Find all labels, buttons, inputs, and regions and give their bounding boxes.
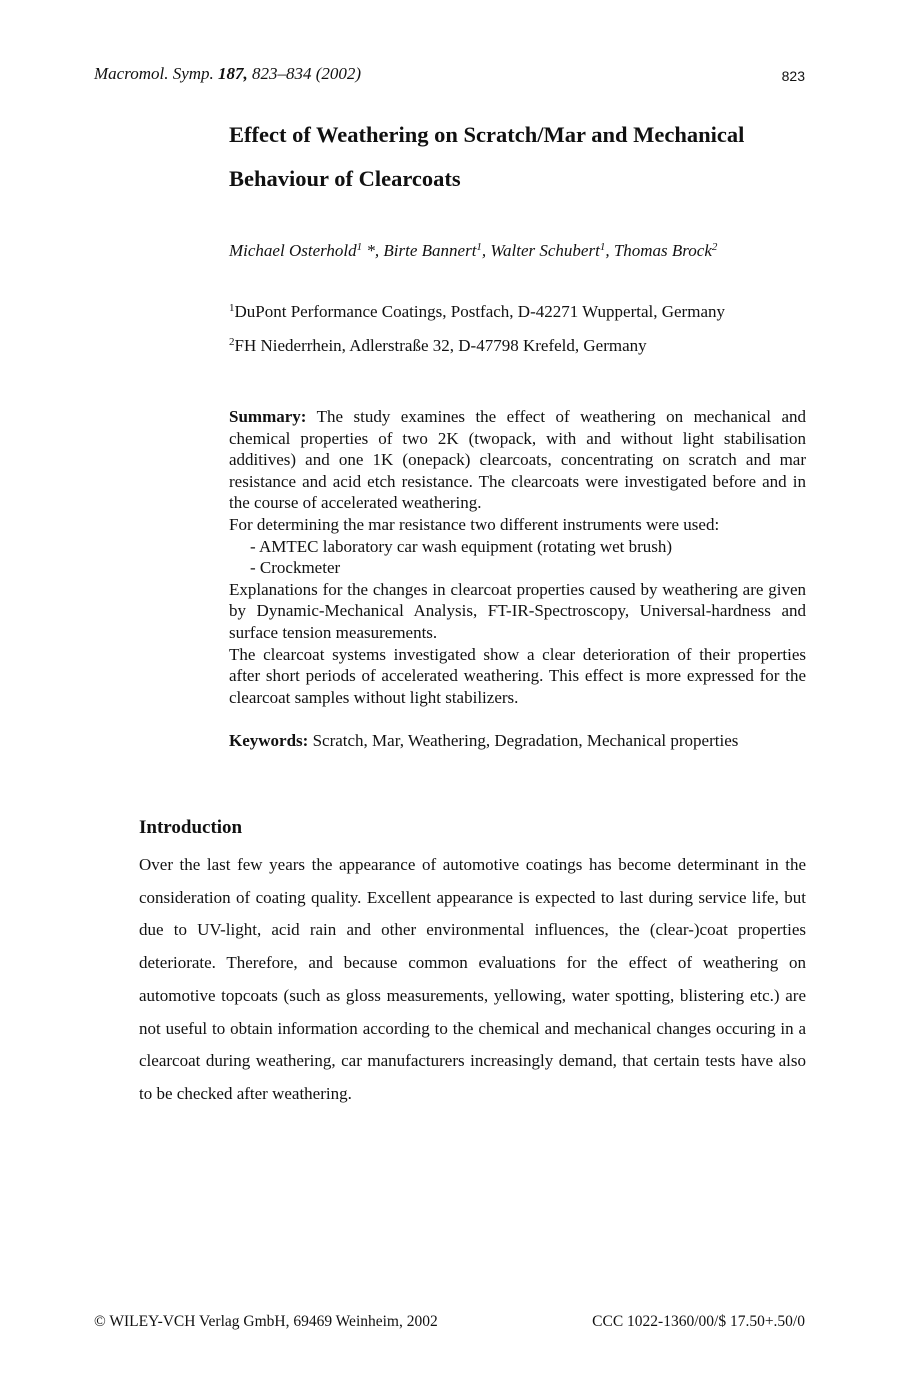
abstract bbox=[229, 406, 806, 708]
journal-volume: 187, bbox=[218, 64, 248, 83]
ccc-code: CCC 1022-1360/00/$ 17.50+.50/0 bbox=[592, 1313, 805, 1330]
author-name: Thomas Brock bbox=[613, 241, 712, 260]
author-affil-mark: 1 bbox=[599, 241, 606, 253]
affiliation-1 bbox=[229, 302, 725, 322]
affiliation-text: FH Niederrhein, Adlerstraße 32, D-47798 Krefeld, Germany bbox=[234, 336, 647, 355]
section-heading-introduction: Introduction bbox=[139, 817, 243, 838]
title-line-2: Behaviour of Clearcoats bbox=[229, 166, 461, 191]
title-line-1: Effect of Weathering on Scratch/Mar and Mechanical bbox=[229, 122, 745, 147]
journal-name: Macromol. Symp. bbox=[94, 64, 214, 83]
author-name: Birte Bannert bbox=[383, 241, 477, 260]
author-separator: , bbox=[481, 241, 491, 260]
summary-label: Summary: bbox=[229, 407, 307, 426]
abstract-list-item: - AMTEC laboratory car wash equipment (rotating wet brush) bbox=[250, 536, 673, 556]
keywords bbox=[229, 731, 738, 751]
affiliation-2 bbox=[229, 336, 647, 356]
copyright-notice: © WILEY-VCH Verlag GmbH, 69469 Weinheim, 2002 bbox=[94, 1313, 438, 1330]
abstract-paragraph-2: For determining the mar resistance two different instruments were used: bbox=[229, 514, 720, 534]
author-name: Michael Osterhold bbox=[229, 241, 357, 260]
affiliation-text: DuPont Performance Coatings, Postfach, D-42271 Wuppertal, Germany bbox=[234, 302, 725, 321]
introduction-paragraph: Over the last few years the appearance of automotive coatings has become determinant in the consideration of coating quality. Excellent appearance is expected to last during service life, but due to UV-light, acid rain and other environmental influences, the (clear-)coat properties deteriorate. Therefore, and because common evaluations for the effect of weathering on automotive topcoats (such as gloss measurements, yellowing, water spotting, blistering etc.) are not useful to obtain information according to the chemical and mechanical changes occuring in a clearcoat during weathering, car manufacturers increasingly demand, that certain tests have also to be checked after weathering. bbox=[139, 855, 806, 1103]
abstract-list-item: - Crockmeter bbox=[250, 558, 341, 578]
page-number: 823 bbox=[781, 68, 805, 84]
author-list bbox=[229, 241, 717, 261]
author-affil-mark: 1 bbox=[356, 241, 363, 253]
author-affil-mark: 2 bbox=[711, 241, 718, 253]
journal-pages-year: 823–834 (2002) bbox=[252, 64, 362, 83]
affiliation-mark: 2 bbox=[229, 336, 235, 348]
affiliation-mark: 1 bbox=[229, 302, 235, 314]
abstract-paragraph-1 bbox=[229, 406, 806, 514]
abstract-paragraph-3: Explanations for the changes in clearcoat properties caused by weathering are given by Dynamic-Mechanical Analysis, FT-IR-Spectroscopy, Universal-hardness and surface tension measurements. bbox=[229, 579, 806, 642]
author-name: Walter Schubert bbox=[490, 241, 600, 260]
running-head bbox=[94, 64, 361, 84]
keywords-label: Keywords: bbox=[229, 731, 309, 750]
author-separator: , bbox=[605, 241, 614, 260]
summary-text: The study examines the effect of weathering on mechanical and chemical properties of two 2K (twopack, with and without light stabilisation additives) and one 1K (onepack) clearcoats, concentrating on scratch and mar resistance and acid etch resistance. The clearcoats were investigated before and in the course of accelerated weathering. bbox=[229, 407, 806, 513]
author-affil-mark: 1 bbox=[476, 241, 482, 253]
paper-title bbox=[229, 113, 829, 201]
keywords-text: Scratch, Mar, Weathering, Degradation, Mechanical properties bbox=[308, 731, 739, 750]
author-separator: *, bbox=[362, 241, 384, 260]
abstract-paragraph-4: The clearcoat systems investigated show a clear deterioration of their properties after short periods of accelerated weathering. This effect is more expressed for the clearcoat samples without light stabilizers. bbox=[229, 644, 806, 707]
